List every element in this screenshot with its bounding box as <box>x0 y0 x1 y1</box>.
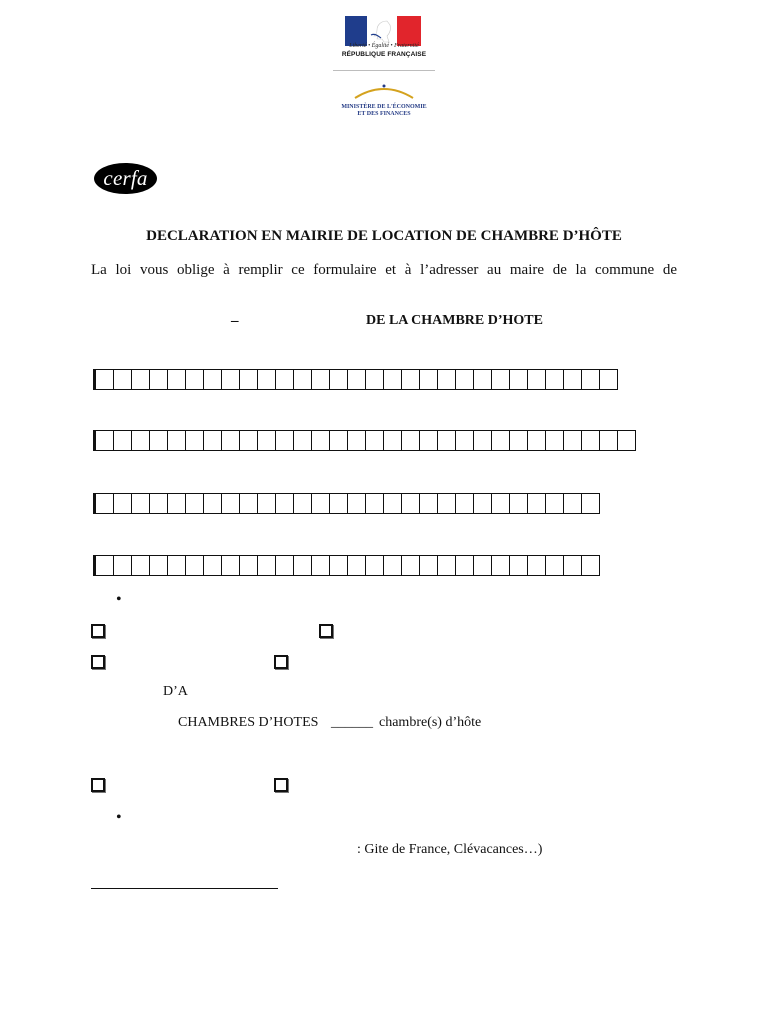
char-box[interactable] <box>275 430 294 451</box>
char-box[interactable] <box>491 555 510 576</box>
char-box[interactable] <box>581 493 600 514</box>
char-box[interactable] <box>527 555 546 576</box>
char-box[interactable] <box>131 493 150 514</box>
char-box[interactable] <box>239 369 258 390</box>
char-box[interactable] <box>527 493 546 514</box>
char-box[interactable] <box>563 555 582 576</box>
char-box[interactable] <box>563 369 582 390</box>
char-box[interactable] <box>383 430 402 451</box>
char-box[interactable] <box>329 369 348 390</box>
char-box[interactable] <box>185 555 204 576</box>
char-box[interactable] <box>455 493 474 514</box>
char-box[interactable] <box>473 430 492 451</box>
char-box[interactable] <box>437 430 456 451</box>
char-box[interactable] <box>221 369 240 390</box>
char-box[interactable] <box>113 369 132 390</box>
char-box[interactable] <box>167 369 186 390</box>
checkbox-5[interactable] <box>91 778 105 792</box>
checkbox-4[interactable] <box>274 655 288 669</box>
char-box[interactable] <box>473 493 492 514</box>
char-box[interactable] <box>185 430 204 451</box>
republic-motto: Liberté • Égalité • Fraternité <box>349 43 419 49</box>
char-box[interactable] <box>95 369 114 390</box>
char-box[interactable] <box>473 555 492 576</box>
signature-line[interactable] <box>91 888 278 889</box>
intro-text: La loi vous oblige à remplir ce formulaire et à l’adresser au maire de la commune de <box>91 262 677 278</box>
char-box[interactable] <box>491 493 510 514</box>
char-box[interactable] <box>275 369 294 390</box>
char-box[interactable] <box>311 555 330 576</box>
da-label: D’A <box>163 684 188 699</box>
char-box[interactable] <box>239 430 258 451</box>
char-box[interactable] <box>203 493 222 514</box>
char-box[interactable] <box>257 555 276 576</box>
char-box[interactable] <box>149 555 168 576</box>
char-box[interactable] <box>275 493 294 514</box>
char-box[interactable] <box>437 369 456 390</box>
char-box[interactable] <box>149 493 168 514</box>
char-box[interactable] <box>581 555 600 576</box>
char-box[interactable] <box>329 430 348 451</box>
char-box[interactable] <box>545 369 564 390</box>
bullet-2: • <box>116 809 122 826</box>
char-box[interactable] <box>617 430 636 451</box>
char-box[interactable] <box>545 555 564 576</box>
cerfa-logo: cerfa <box>94 163 157 194</box>
government-logo <box>333 8 435 132</box>
char-box[interactable] <box>203 369 222 390</box>
char-box[interactable] <box>131 555 150 576</box>
chambres-suffix: chambre(s) d’hôte <box>379 715 482 730</box>
char-box[interactable] <box>185 493 204 514</box>
section-heading: DE LA CHAMBRE D’HOTE <box>366 313 543 328</box>
char-box[interactable] <box>257 493 276 514</box>
char-box[interactable] <box>545 493 564 514</box>
char-box[interactable] <box>473 369 492 390</box>
char-box[interactable] <box>167 555 186 576</box>
char-box[interactable] <box>239 555 258 576</box>
char-box[interactable] <box>563 493 582 514</box>
char-box[interactable] <box>419 430 438 451</box>
char-box[interactable] <box>95 430 114 451</box>
char-box[interactable] <box>419 369 438 390</box>
char-box[interactable] <box>545 430 564 451</box>
char-box[interactable] <box>509 555 528 576</box>
address-box-row-2[interactable] <box>93 555 600 576</box>
ministry-name-line2: ET DES FINANCES <box>357 111 411 117</box>
char-box[interactable] <box>293 555 312 576</box>
char-box[interactable] <box>149 369 168 390</box>
char-box[interactable] <box>347 430 366 451</box>
char-box[interactable] <box>311 369 330 390</box>
char-box[interactable] <box>527 369 546 390</box>
bullet-1: • <box>116 591 122 608</box>
ministry-name-line1: MINISTÈRE DE L'ÉCONOMIE <box>341 104 427 110</box>
char-box[interactable] <box>509 493 528 514</box>
char-box[interactable] <box>185 369 204 390</box>
char-box[interactable] <box>347 493 366 514</box>
char-box[interactable] <box>365 555 384 576</box>
name-box-row-1[interactable] <box>93 369 618 390</box>
char-box[interactable] <box>95 555 114 576</box>
char-box[interactable] <box>419 555 438 576</box>
char-box[interactable] <box>293 493 312 514</box>
char-box[interactable] <box>113 430 132 451</box>
checkbox-6[interactable] <box>274 778 288 792</box>
char-box[interactable] <box>257 430 276 451</box>
form-title: DECLARATION EN MAIRIE DE LOCATION DE CHAMBRE D’HÔTE <box>146 228 622 244</box>
char-box[interactable] <box>275 555 294 576</box>
char-box[interactable] <box>293 369 312 390</box>
char-box[interactable] <box>401 555 420 576</box>
char-box[interactable] <box>437 493 456 514</box>
chambres-label: CHAMBRES D’HOTES <box>178 715 319 730</box>
char-box[interactable] <box>239 493 258 514</box>
checkbox-1[interactable] <box>91 624 105 638</box>
char-box[interactable] <box>329 493 348 514</box>
section-dash: – <box>231 313 239 329</box>
char-box[interactable] <box>311 493 330 514</box>
char-box[interactable] <box>167 493 186 514</box>
char-box[interactable] <box>365 430 384 451</box>
marianne-profile-icon <box>369 18 395 44</box>
char-box[interactable] <box>113 555 132 576</box>
char-box[interactable] <box>455 430 474 451</box>
char-box[interactable] <box>509 430 528 451</box>
char-box[interactable] <box>365 369 384 390</box>
char-box[interactable] <box>599 430 618 451</box>
char-box[interactable] <box>437 555 456 576</box>
char-box[interactable] <box>527 430 546 451</box>
char-box[interactable] <box>257 369 276 390</box>
char-box[interactable] <box>401 369 420 390</box>
char-box[interactable] <box>491 369 510 390</box>
chambres-count-field[interactable]: ______ <box>331 715 373 730</box>
french-flag-icon <box>345 16 421 46</box>
char-box[interactable] <box>221 430 240 451</box>
char-box[interactable] <box>203 555 222 576</box>
char-box[interactable] <box>383 493 402 514</box>
char-box[interactable] <box>401 430 420 451</box>
ministry-emblem-icon <box>351 82 417 100</box>
char-box[interactable] <box>221 555 240 576</box>
char-box[interactable] <box>347 555 366 576</box>
char-box[interactable] <box>455 555 474 576</box>
char-box[interactable] <box>293 430 312 451</box>
char-box[interactable] <box>581 369 600 390</box>
char-box[interactable] <box>329 555 348 576</box>
char-box[interactable] <box>167 430 186 451</box>
char-box[interactable] <box>131 430 150 451</box>
char-box[interactable] <box>149 430 168 451</box>
char-box[interactable] <box>563 430 582 451</box>
address-box-row-1[interactable] <box>93 493 600 514</box>
checkbox-2[interactable] <box>319 624 333 638</box>
char-box[interactable] <box>131 369 150 390</box>
labels-examples: : Gite de France, Clévacances…) <box>357 842 543 857</box>
char-box[interactable] <box>311 430 330 451</box>
char-box[interactable] <box>509 369 528 390</box>
char-box[interactable] <box>401 493 420 514</box>
logo-divider <box>333 70 435 71</box>
char-box[interactable] <box>365 493 384 514</box>
char-box[interactable] <box>203 430 222 451</box>
char-box[interactable] <box>383 555 402 576</box>
char-box[interactable] <box>383 369 402 390</box>
char-box[interactable] <box>113 493 132 514</box>
char-box[interactable] <box>599 369 618 390</box>
char-box[interactable] <box>347 369 366 390</box>
char-box[interactable] <box>491 430 510 451</box>
republic-name: RÉPUBLIQUE FRANÇAISE <box>341 51 427 58</box>
char-box[interactable] <box>581 430 600 451</box>
name-box-row-2[interactable] <box>93 430 636 451</box>
checkbox-3[interactable] <box>91 655 105 669</box>
char-box[interactable] <box>419 493 438 514</box>
char-box[interactable] <box>455 369 474 390</box>
char-box[interactable] <box>221 493 240 514</box>
char-box[interactable] <box>95 493 114 514</box>
